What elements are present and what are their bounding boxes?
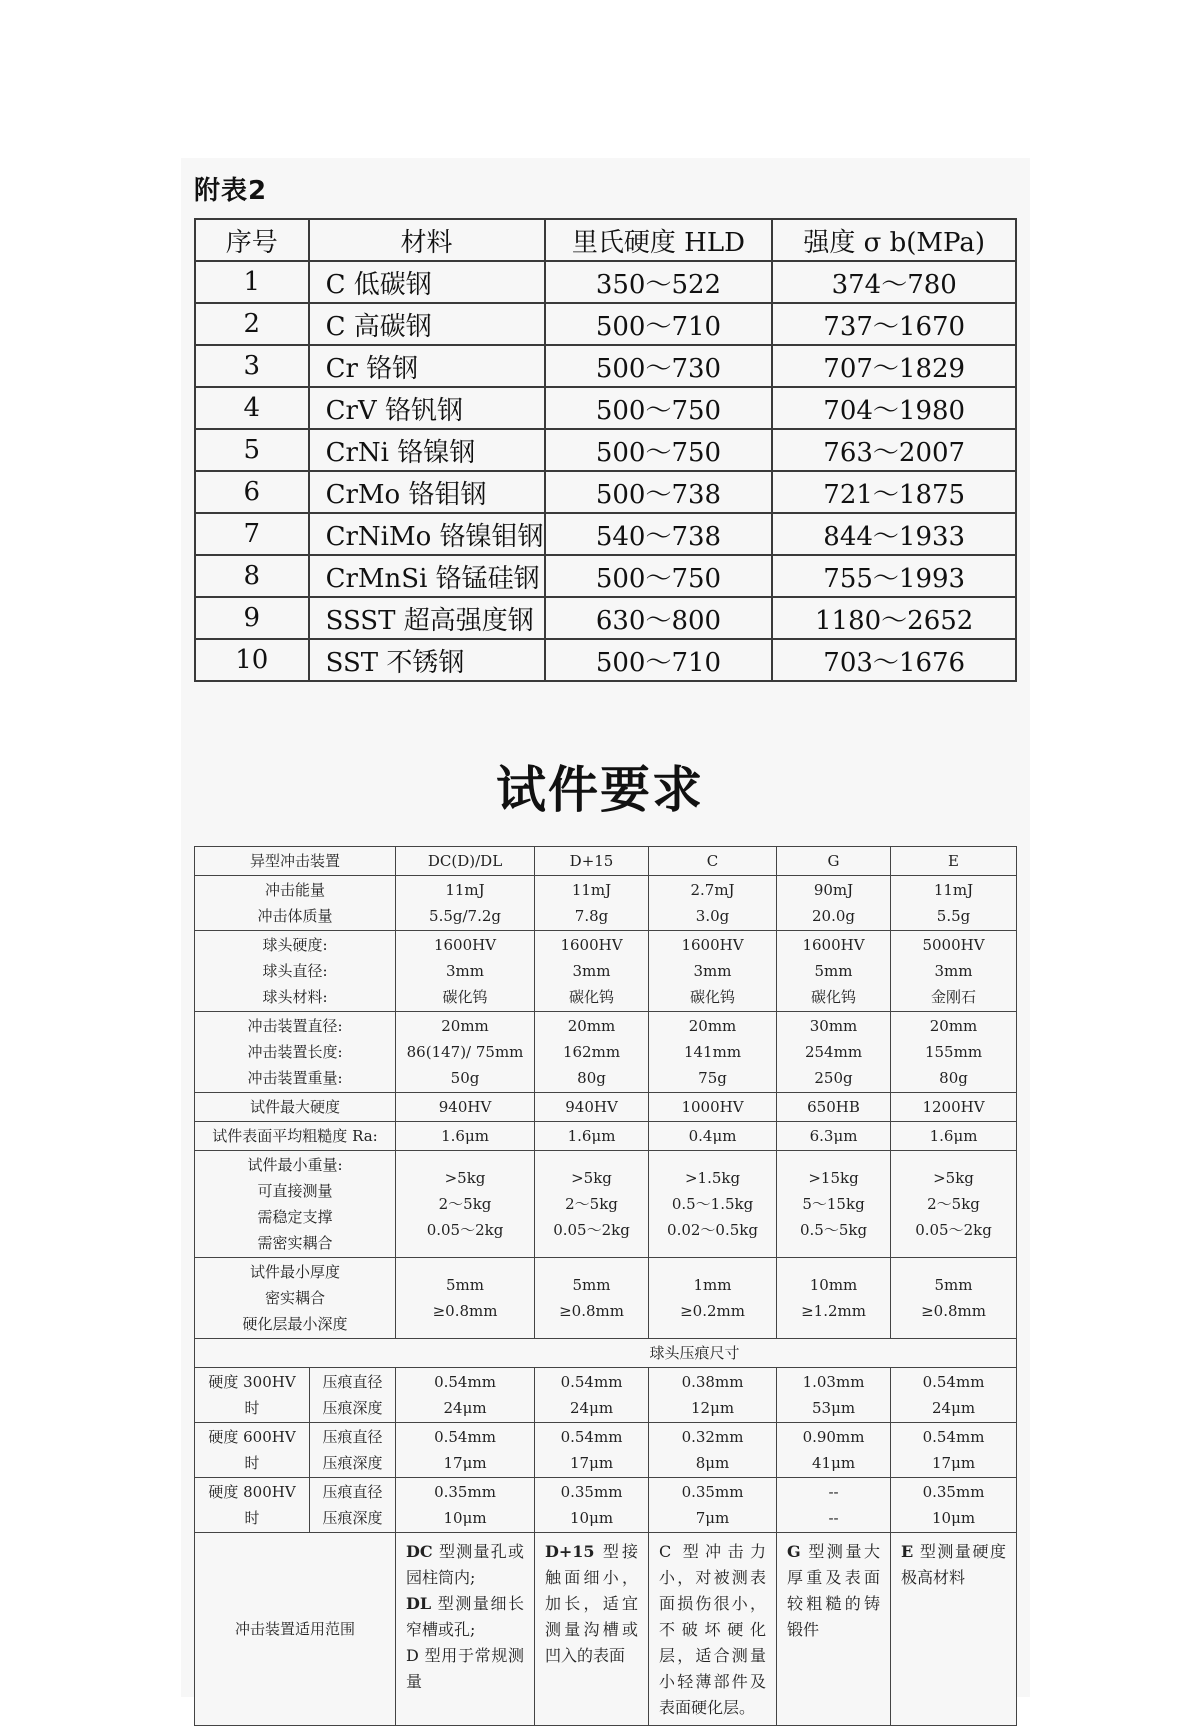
value: 10μm	[569, 1509, 614, 1527]
indent-hardness	[195, 1423, 310, 1478]
energy-label: 冲击能量	[265, 881, 326, 899]
value: 金刚石	[931, 988, 977, 1006]
row-material: CrMo 铬钼钢	[309, 471, 545, 513]
value: 80g	[939, 1069, 968, 1087]
value: 0.35mm	[681, 1483, 744, 1501]
indent-row	[195, 1423, 1017, 1478]
value: 11mJ	[571, 881, 612, 899]
energy-g	[777, 876, 891, 931]
stable-support-label: 需稳定支撑	[257, 1208, 333, 1226]
ball-diameter-label: 球头直径:	[262, 962, 328, 980]
indent-hardness-line: 硬度 300HV	[208, 1373, 296, 1391]
row-index: 10	[195, 639, 309, 681]
row-hld: 500～750	[545, 387, 773, 429]
value: 碳化钨	[690, 988, 736, 1006]
value: 0.05～2kg	[915, 1221, 992, 1239]
d15-text: 型接触面细小，加长，适宜测量沟槽或凹入的表面	[545, 1542, 639, 1665]
weight-e	[891, 1151, 1017, 1258]
row-strength: 763～2007	[772, 429, 1016, 471]
indent-values	[649, 1423, 777, 1478]
table-header-row	[195, 219, 1016, 261]
value: 5mm	[572, 1276, 611, 1294]
indent-hardness-line: 硬度 800HV	[208, 1483, 296, 1501]
device-diameter-label: 冲击装置直径:	[247, 1017, 343, 1035]
value: 80g	[577, 1069, 606, 1087]
value: 5000HV	[922, 936, 985, 954]
appendix-label: 附表2	[194, 176, 268, 206]
value: 碳化钨	[811, 988, 857, 1006]
value: 20mm	[441, 1017, 489, 1035]
value: 0.54mm	[434, 1428, 496, 1446]
row-material: SSST 超高强度钢	[309, 597, 545, 639]
device-length-label: 冲击装置长度:	[247, 1043, 343, 1061]
value: 0.5～5kg	[799, 1221, 868, 1239]
indent-labels	[310, 1368, 396, 1423]
roughness-label: 试件表面平均粗糙度 Ra:	[195, 1122, 396, 1151]
mass-label: 冲击体质量	[257, 907, 333, 925]
indent-hardness-line: 硬度 600HV	[208, 1428, 296, 1446]
row-hld: 500～710	[545, 639, 773, 681]
row-material: SST 不锈钢	[309, 639, 545, 681]
value: 1600HV	[560, 936, 623, 954]
value: 10mm	[809, 1276, 858, 1294]
row-hld: 500～730	[545, 345, 773, 387]
indent-values	[649, 1478, 777, 1533]
row-strength: 707～1829	[772, 345, 1016, 387]
device-header-row	[195, 847, 1017, 876]
row-hld: 500～738	[545, 471, 773, 513]
energy-e	[891, 876, 1017, 931]
value: 5mm	[814, 962, 853, 980]
table-row	[195, 303, 1016, 345]
value: 碳化钨	[569, 988, 615, 1006]
row-strength: 721～1875	[772, 471, 1016, 513]
value: 2～5kg	[927, 1195, 980, 1213]
value: 940HV	[535, 1093, 649, 1122]
coupling-label: 需密实耦合	[257, 1234, 333, 1252]
row-strength: 703～1676	[772, 639, 1016, 681]
value: 5～15kg	[802, 1195, 865, 1213]
table-row	[195, 429, 1016, 471]
value: 0.35mm	[922, 1483, 985, 1501]
section-title: 试件要求	[496, 761, 704, 819]
value: 50g	[450, 1069, 480, 1087]
weight-labels	[195, 1151, 396, 1258]
dl-name: DL	[406, 1594, 432, 1613]
row-strength: 1180～2652	[772, 597, 1016, 639]
row-hld: 630～800	[545, 597, 773, 639]
table-row	[195, 597, 1016, 639]
value: 2.7mJ	[690, 881, 735, 899]
indent-row	[195, 1368, 1017, 1423]
thickness-c	[649, 1258, 777, 1339]
value: 0.05～2kg	[553, 1221, 630, 1239]
row-strength: 374～780	[772, 261, 1016, 303]
hardness-strength-table	[194, 218, 1017, 682]
min-weight-label: 试件最小重量:	[247, 1156, 343, 1174]
indent-values	[891, 1423, 1017, 1478]
row-index: 9	[195, 597, 309, 639]
weight-row	[195, 1151, 1017, 1258]
value: 20.0g	[812, 907, 856, 925]
thickness-d15	[535, 1258, 649, 1339]
value: 5.5g/7.2g	[429, 907, 501, 925]
indent-values	[777, 1478, 891, 1533]
indent-values	[535, 1478, 649, 1533]
coupling-thickness-label: 密实耦合	[265, 1289, 326, 1307]
value: 3mm	[446, 962, 485, 980]
row-material: CrMnSi 铬锰硅钢	[309, 555, 545, 597]
value: 11mJ	[445, 881, 485, 899]
value: >5kg	[571, 1169, 612, 1187]
c-text: C 型冲击力小，对被测表面损伤很小，不破坏硬化层，适合测量小轻薄部件及表面硬化层。	[659, 1542, 767, 1717]
row-strength: 844～1933	[772, 513, 1016, 555]
ball-d15	[535, 931, 649, 1012]
device-dims-d15	[535, 1012, 649, 1093]
value: 20mm	[929, 1017, 978, 1035]
row-hld: 500～710	[545, 303, 773, 345]
value: 1.6μm	[891, 1122, 1017, 1151]
row-strength: 737～1670	[772, 303, 1016, 345]
indent-label: 压痕直径	[322, 1483, 383, 1501]
roughness-row	[195, 1122, 1017, 1151]
row-material: C 高碳钢	[309, 303, 545, 345]
value: 12μm	[690, 1399, 735, 1417]
direct-measure-label: 可直接测量	[257, 1182, 333, 1200]
dc-text: 型测量孔或园柱筒内;	[406, 1542, 525, 1587]
dc-name: DC	[406, 1542, 433, 1561]
header-strength: 强度 σ b(MPa)	[772, 219, 1016, 261]
row-index: 6	[195, 471, 309, 513]
table-row	[195, 261, 1016, 303]
value: --	[828, 1483, 839, 1501]
dl-text: 型测量细长窄槽或孔;	[406, 1594, 525, 1639]
row-material: CrV 铬钒钢	[309, 387, 545, 429]
table-row	[195, 471, 1016, 513]
table-row	[195, 555, 1016, 597]
value: >1.5kg	[684, 1169, 741, 1187]
value: 24μm	[569, 1399, 614, 1417]
header-hld: 里氏硬度 HLD	[545, 219, 773, 261]
energy-dc	[396, 876, 535, 931]
row-index: 3	[195, 345, 309, 387]
device-header: 异型冲击装置	[195, 847, 396, 876]
device-dims-e	[891, 1012, 1017, 1093]
value: 53μm	[811, 1399, 856, 1417]
ball-row	[195, 931, 1017, 1012]
value: 0.02～0.5kg	[667, 1221, 758, 1239]
max-hardness-row	[195, 1093, 1017, 1122]
device-c: C	[649, 847, 777, 876]
energy-labels	[195, 876, 396, 931]
value: 0.54mm	[434, 1373, 496, 1391]
indent-hardness-line: 时	[244, 1399, 260, 1417]
value: ≥1.2mm	[801, 1302, 866, 1320]
thickness-row	[195, 1258, 1017, 1339]
device-d15: D+15	[535, 847, 649, 876]
device-g: G	[777, 847, 891, 876]
indent-label: 压痕直径	[322, 1428, 383, 1446]
value: 10μm	[931, 1509, 976, 1527]
value: 30mm	[809, 1017, 858, 1035]
value: 1mm	[693, 1276, 732, 1294]
thickness-dc	[396, 1258, 535, 1339]
value: 1000HV	[649, 1093, 777, 1122]
row-index: 5	[195, 429, 309, 471]
value: 3mm	[572, 962, 611, 980]
thickness-e	[891, 1258, 1017, 1339]
indent-hardness-line: 时	[244, 1454, 260, 1472]
row-hld: 500～750	[545, 555, 773, 597]
value: ≥0.8mm	[432, 1302, 498, 1320]
ball-dc	[396, 931, 535, 1012]
value: 24μm	[931, 1399, 976, 1417]
indent-values	[777, 1368, 891, 1423]
row-hld: 350～522	[545, 261, 773, 303]
d-text: D 型用于常规测量	[406, 1646, 525, 1691]
value: 7.8g	[574, 907, 609, 925]
row-index: 2	[195, 303, 309, 345]
indent-values	[649, 1368, 777, 1423]
value: 0.38mm	[681, 1373, 744, 1391]
value: 162mm	[562, 1043, 621, 1061]
value: --	[828, 1509, 839, 1527]
row-strength: 755～1993	[772, 555, 1016, 597]
row-index: 8	[195, 555, 309, 597]
value: 0.4μm	[649, 1122, 777, 1151]
device-dims-dc	[396, 1012, 535, 1093]
ball-material-label: 球头材料:	[262, 988, 328, 1006]
value: 20mm	[567, 1017, 616, 1035]
value: 3mm	[693, 962, 732, 980]
weight-c	[649, 1151, 777, 1258]
value: 0.54mm	[922, 1428, 985, 1446]
indent-values	[396, 1368, 535, 1423]
value: 1.6μm	[535, 1122, 649, 1151]
device-dc: DC(D)/DL	[396, 847, 535, 876]
indent-labels	[310, 1478, 396, 1533]
ball-e	[891, 931, 1017, 1012]
value: 3.0g	[695, 907, 730, 925]
value: 17μm	[443, 1454, 487, 1472]
device-weight-label: 冲击装置重量:	[247, 1069, 343, 1087]
value: 11mJ	[933, 881, 974, 899]
value: 6.3μm	[777, 1122, 891, 1151]
indent-values	[535, 1423, 649, 1478]
value: >15kg	[808, 1169, 859, 1187]
value: 24μm	[443, 1399, 487, 1417]
ball-labels	[195, 931, 396, 1012]
header-material: 材料	[309, 219, 545, 261]
value: 0.35mm	[560, 1483, 623, 1501]
energy-c	[649, 876, 777, 931]
value: 86(147)/ 75mm	[406, 1043, 524, 1061]
indent-hardness	[195, 1368, 310, 1423]
max-hardness-label: 试件最大硬度	[195, 1093, 396, 1122]
row-index: 7	[195, 513, 309, 555]
ball-c	[649, 931, 777, 1012]
thickness-labels	[195, 1258, 396, 1339]
g-text: 型测量大厚重及表面较粗糙的铸锻件	[787, 1542, 881, 1639]
value: 3mm	[934, 962, 973, 980]
value: 0.5～1.5kg	[671, 1195, 754, 1213]
value: 17μm	[931, 1454, 976, 1472]
value: 41μm	[811, 1454, 856, 1472]
value: 75g	[698, 1069, 727, 1087]
e-name: E	[901, 1542, 914, 1561]
hardened-layer-label: 硬化层最小深度	[242, 1315, 348, 1333]
row-hld: 500～750	[545, 429, 773, 471]
indent-header: 球头压痕尺寸	[195, 1339, 1017, 1368]
row-index: 1	[195, 261, 309, 303]
d15-name: D+15	[545, 1542, 595, 1561]
value: 250g	[814, 1069, 853, 1087]
ball-hardness-label: 球头硬度:	[262, 936, 328, 954]
table-row	[195, 639, 1016, 681]
value: 1.6μm	[396, 1122, 535, 1151]
weight-g	[777, 1151, 891, 1258]
value: 940HV	[396, 1093, 535, 1122]
value: >5kg	[444, 1169, 486, 1187]
indent-hardness-line: 时	[244, 1509, 260, 1527]
weight-dc	[396, 1151, 535, 1258]
header-index: 序号	[195, 219, 309, 261]
value: 650HB	[777, 1093, 891, 1122]
indent-label: 压痕深度	[322, 1454, 383, 1472]
value: 碳化钨	[442, 988, 488, 1006]
indent-hardness	[195, 1478, 310, 1533]
value: 5mm	[446, 1276, 485, 1294]
table-row	[195, 513, 1016, 555]
scope-label: 冲击装置适用范围	[195, 1533, 396, 1726]
value: 0.32mm	[681, 1428, 744, 1446]
row-material: CrNiMo 铬镍钼钢	[309, 513, 545, 555]
value: 0.35mm	[434, 1483, 496, 1501]
indent-values	[891, 1478, 1017, 1533]
value: 1600HV	[433, 936, 497, 954]
indent-label: 压痕直径	[322, 1373, 383, 1391]
value: 2～5kg	[438, 1195, 492, 1213]
value: 1600HV	[681, 936, 744, 954]
row-strength: 704～1980	[772, 387, 1016, 429]
value: 1600HV	[802, 936, 865, 954]
row-index: 4	[195, 387, 309, 429]
specimen-requirements-table	[194, 846, 1017, 1726]
value: ≥0.2mm	[680, 1302, 745, 1320]
value: 90mJ	[813, 881, 854, 899]
value: 1.03mm	[802, 1373, 865, 1391]
device-dims-row	[195, 1012, 1017, 1093]
value: ≥0.8mm	[921, 1302, 986, 1320]
indent-labels	[310, 1423, 396, 1478]
min-thickness-label: 试件最小厚度	[250, 1263, 341, 1281]
value: 1200HV	[891, 1093, 1017, 1122]
indent-values	[535, 1368, 649, 1423]
energy-d15	[535, 876, 649, 931]
indent-values	[396, 1478, 535, 1533]
value: 10μm	[443, 1509, 487, 1527]
value: 0.05～2kg	[426, 1221, 504, 1239]
device-dims-g	[777, 1012, 891, 1093]
thickness-g	[777, 1258, 891, 1339]
value: 17μm	[569, 1454, 614, 1472]
device-dims-c	[649, 1012, 777, 1093]
row-material: Cr 铬钢	[309, 345, 545, 387]
ball-g	[777, 931, 891, 1012]
table-row	[195, 387, 1016, 429]
indent-values	[891, 1368, 1017, 1423]
indent-header-row	[195, 1339, 1017, 1368]
value: 5.5g	[936, 907, 971, 925]
row-material: C 低碳钢	[309, 261, 545, 303]
row-hld: 540～738	[545, 513, 773, 555]
weight-d15	[535, 1151, 649, 1258]
value: 254mm	[804, 1043, 863, 1061]
value: 0.54mm	[922, 1373, 985, 1391]
value: >5kg	[933, 1169, 974, 1187]
indent-label: 压痕深度	[322, 1399, 383, 1417]
indent-values	[396, 1423, 535, 1478]
table-row	[195, 345, 1016, 387]
indent-label: 压痕深度	[322, 1509, 383, 1527]
e-text: 型测量硬度极高材料	[901, 1542, 1007, 1587]
value: 141mm	[683, 1043, 742, 1061]
device-e: E	[891, 847, 1017, 876]
energy-row	[195, 876, 1017, 931]
g-name: G	[787, 1542, 801, 1561]
device-dims-labels	[195, 1012, 396, 1093]
value: 7μm	[695, 1509, 730, 1527]
value: 155mm	[924, 1043, 983, 1061]
value: 20mm	[688, 1017, 737, 1035]
value: 5mm	[934, 1276, 973, 1294]
value: 0.90mm	[802, 1428, 865, 1446]
value: 2～5kg	[565, 1195, 618, 1213]
value: 8μm	[695, 1454, 730, 1472]
indent-row	[195, 1478, 1017, 1533]
value: 0.54mm	[560, 1428, 623, 1446]
row-material: CrNi 铬镍钢	[309, 429, 545, 471]
indent-values	[777, 1423, 891, 1478]
value: ≥0.8mm	[559, 1302, 624, 1320]
value: 0.54mm	[560, 1373, 623, 1391]
